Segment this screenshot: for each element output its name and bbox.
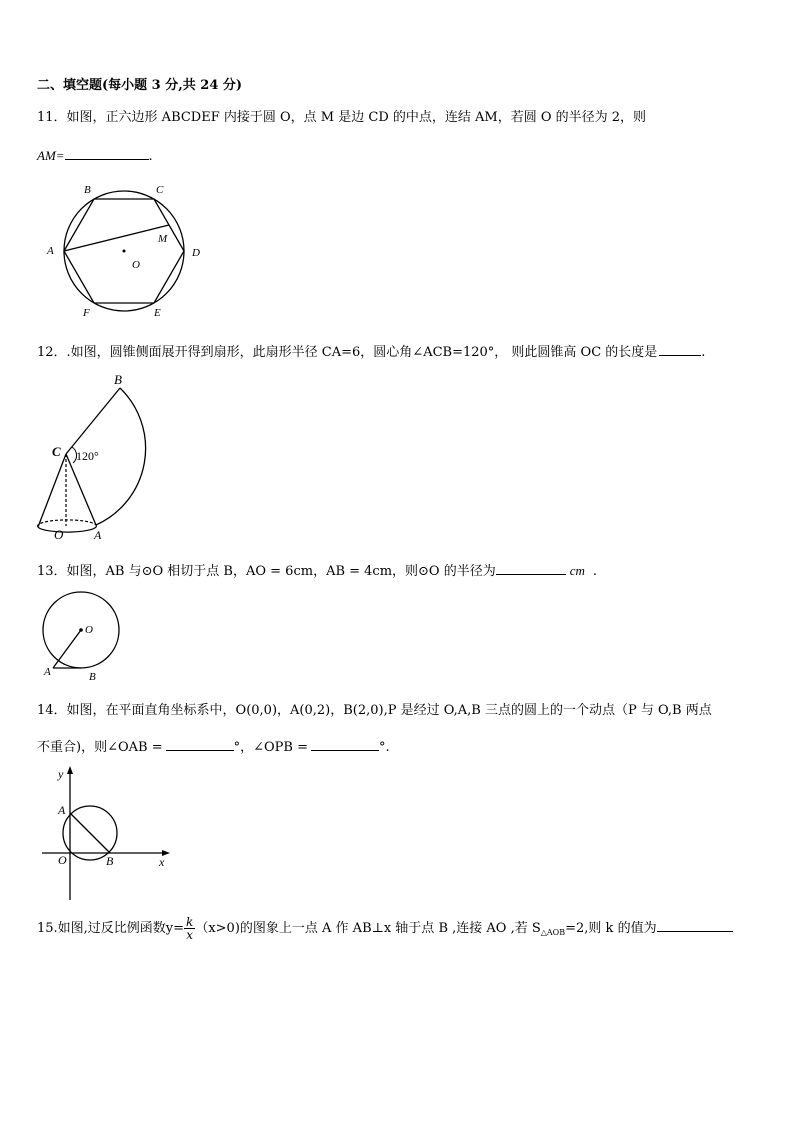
q11-am-label: AM=: [37, 148, 65, 163]
q13-unit: cm: [569, 563, 585, 578]
q14-text-a: 不重合)，则∠OAB =: [37, 740, 163, 755]
q15-text-prefix: 15.如图,过反比例函数y=: [37, 921, 185, 936]
q13-period: .: [592, 564, 598, 579]
q14-label-o: O: [58, 853, 67, 867]
q14-text-c: °.: [378, 740, 390, 755]
q15-text-suffix: =2,则 k 的值为: [565, 921, 657, 936]
q14-line2: [37, 738, 390, 756]
q11-text: 11．如图，正六边形 ABCDEF 内接于圆 O，点 M 是边 CD 的中点，连结 AM，若圆 O 的半径为 2，则: [37, 110, 647, 125]
q14-answer-blank-oab[interactable]: [166, 738, 234, 751]
q15-subscript: △AOB: [540, 928, 566, 937]
q14-answer-blank-opb[interactable]: [311, 738, 379, 751]
q14-label-b: B: [106, 854, 114, 868]
q11-label-a: A: [47, 245, 54, 257]
q12-label-b: B: [114, 372, 122, 387]
q13-label-o: O: [85, 624, 93, 636]
q12-label-c: C: [52, 444, 61, 459]
q15-line: [37, 914, 733, 944]
q15-answer-blank[interactable]: [657, 919, 733, 932]
q14-label-a: A: [58, 803, 66, 817]
q11-label-d: D: [192, 247, 200, 259]
q15-frac-num: k: [186, 915, 194, 929]
q14-label-y: y: [58, 767, 64, 781]
q15-text-middle: （x>0)的图象上一点 A 作 AB⊥x 轴于点 B ,连接 AO ,若 S: [195, 921, 541, 936]
q13-text: 13．如图，AB 与⊙O 相切于点 B，AO = 6cm，AB = 4cm，则⊙O 的半径为: [37, 564, 496, 579]
q13-answer-blank[interactable]: [496, 562, 566, 575]
q14-text-line1: 14．如图，在平面直角坐标系中，O(0,0)，A(0,2)，B(2,0),P 是经过 O,A,B 三点的圆上的一个动点（P 与 O,B 两点: [37, 703, 712, 718]
q12-period: .: [701, 345, 706, 360]
q13-label-a: A: [44, 666, 51, 678]
q13-circle-figure: [38, 592, 128, 687]
q12-angle-label: 120°: [76, 449, 99, 463]
q11-label-c: C: [156, 184, 164, 196]
q14-coordinate-figure: [40, 764, 180, 904]
q11-answer-line: [37, 147, 153, 165]
q13-label-b: B: [89, 671, 96, 683]
q11-period: .: [148, 149, 153, 164]
q12-label-a: A: [94, 528, 102, 542]
q11-answer-blank[interactable]: [65, 147, 149, 160]
q11-label-m: M: [158, 233, 168, 245]
q15-frac-den: x: [186, 928, 194, 942]
q14-text-b: °，∠OPB =: [233, 740, 308, 755]
q12-text: 12．.如图，圆锥侧面展开得到扇形，此扇形半径 CA=6，圆心角∠ACB=120°， 则此圆锥高 OC 的长度是: [37, 345, 658, 360]
q15-fraction: [184, 916, 195, 941]
q13-line: [37, 562, 597, 580]
q14-label-x: x: [159, 855, 165, 869]
q12-line: [37, 343, 705, 361]
q12-label-o: O: [54, 527, 64, 542]
q12-answer-blank[interactable]: [659, 343, 701, 356]
q11-label-b: B: [84, 184, 91, 196]
q11-label-e: E: [154, 307, 161, 319]
q11-label-f: F: [83, 307, 90, 319]
section-title: 二、填空题(每小题 3 分,共 24 分): [37, 78, 243, 93]
q12-cone-figure: [30, 368, 170, 543]
q11-hexagon-figure: [40, 180, 210, 320]
q11-label-o: O: [132, 259, 140, 271]
